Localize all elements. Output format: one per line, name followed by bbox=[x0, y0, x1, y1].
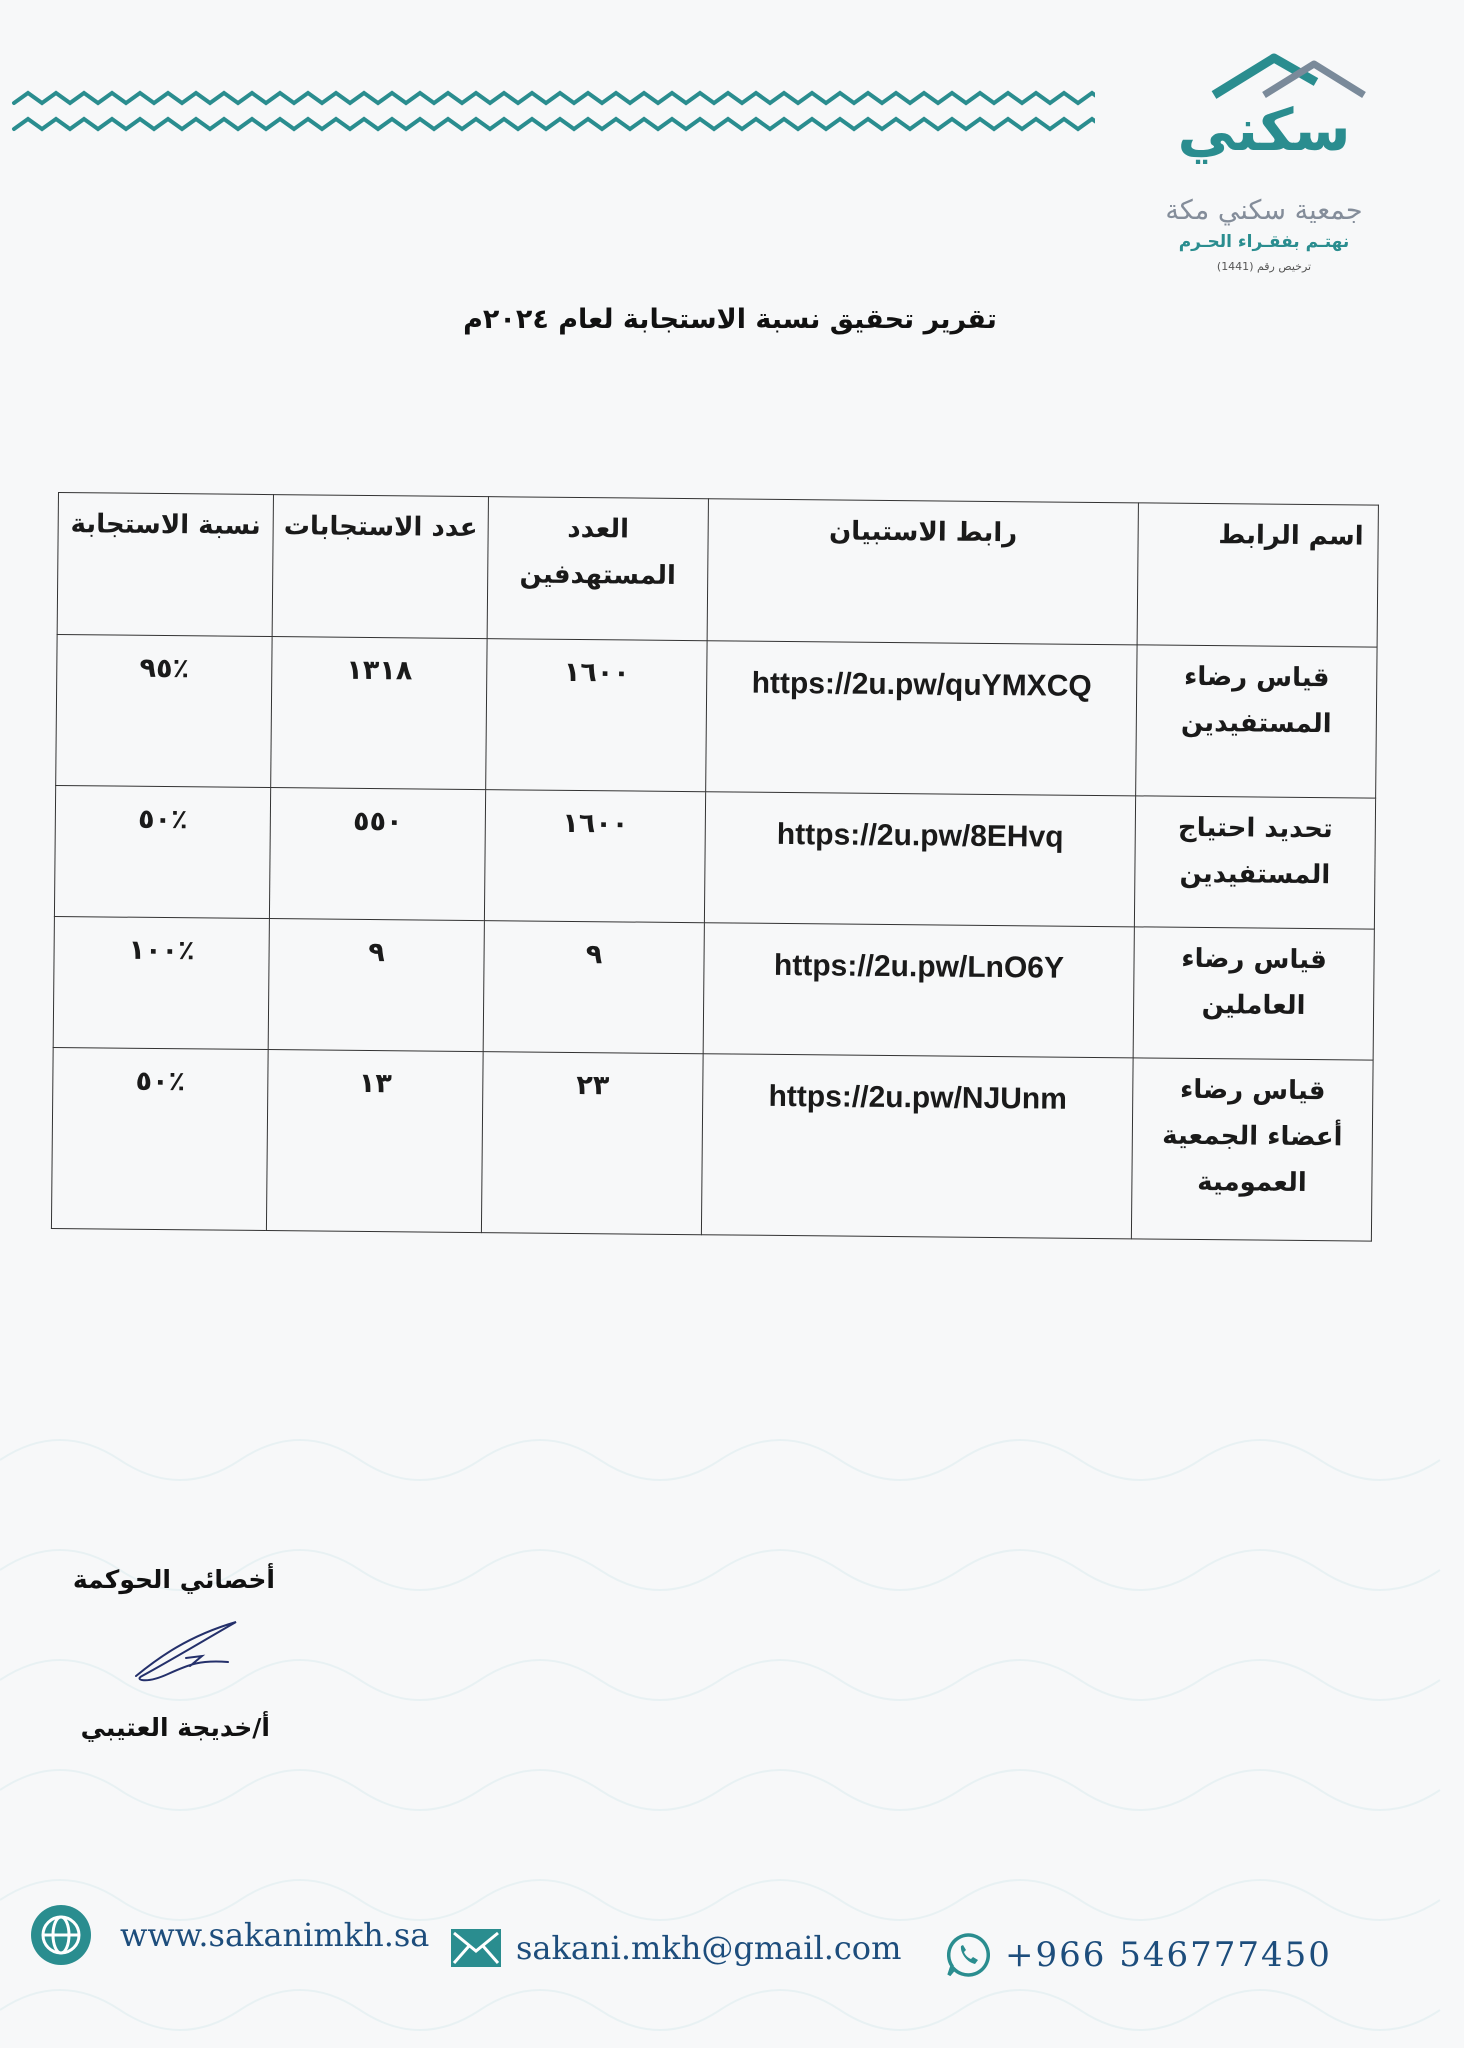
cell-response-count: ٥٥٠ bbox=[269, 788, 485, 921]
globe-icon bbox=[30, 1904, 92, 1966]
cell-response-rate: ٪٥٠ bbox=[54, 785, 270, 918]
cell-target-count: ١٦٠٠ bbox=[486, 639, 707, 792]
cell-survey-link[interactable]: https://2u.pw/LnO6Y bbox=[703, 923, 1134, 1058]
website-link[interactable]: www.sakanimkh.sa bbox=[120, 1916, 430, 1954]
whatsapp-icon bbox=[945, 1932, 991, 1978]
signatory-title: أخصائي الحوكمة bbox=[72, 1565, 275, 1594]
header-response-rate: نسبة الاستجابة bbox=[57, 493, 273, 637]
cell-target-count: ٩ bbox=[483, 921, 704, 1054]
header-wave-decoration bbox=[10, 85, 1095, 155]
cell-response-count: ١٣ bbox=[266, 1050, 483, 1233]
cell-response-count: ٩ bbox=[268, 919, 484, 1052]
cell-response-rate: ٪١٠٠ bbox=[53, 916, 269, 1049]
footer-website bbox=[30, 1905, 429, 1965]
document-title: تقرير تحقيق نسبة الاستجابة لعام ٢٠٢٤م bbox=[463, 304, 997, 335]
phone-number[interactable]: +966 546777450 bbox=[1005, 1935, 1332, 1975]
organization-name: جمعية سكني مكة bbox=[1165, 195, 1363, 226]
cell-response-rate: ٪٥٠ bbox=[51, 1047, 268, 1230]
email-link[interactable]: sakani.mkh@gmail.com bbox=[516, 1929, 902, 1967]
cell-target-count: ١٦٠٠ bbox=[484, 790, 705, 923]
cell-link-name: تحديد احتياج المستفيدين bbox=[1134, 796, 1375, 929]
house-roof-icon bbox=[1204, 50, 1374, 100]
table-row bbox=[54, 785, 1375, 929]
cell-target-count: ٢٣ bbox=[481, 1052, 703, 1235]
header-survey-link: رابط الاستبيان bbox=[707, 499, 1138, 645]
footer-phone bbox=[945, 1925, 1332, 1985]
organization-logo bbox=[1134, 50, 1394, 273]
cell-link-name: قياس رضاء أعضاء الجمعية العمومية bbox=[1131, 1058, 1373, 1241]
handwritten-signature bbox=[128, 1618, 248, 1688]
cell-response-count: ١٣١٨ bbox=[271, 637, 487, 790]
report-table-wrapper bbox=[51, 492, 1378, 1242]
cell-survey-link[interactable]: https://2u.pw/quYMXCQ bbox=[706, 641, 1137, 796]
footer-email bbox=[450, 1918, 901, 1978]
cell-link-name: قياس رضاء العاملين bbox=[1133, 927, 1374, 1060]
cell-response-rate: ٪٩٥ bbox=[56, 634, 272, 787]
table-row bbox=[56, 634, 1377, 798]
cell-link-name: قياس رضاء المستفيدين bbox=[1136, 645, 1377, 798]
logo-wordmark: سكني bbox=[1177, 96, 1351, 164]
cell-survey-link[interactable]: https://2u.pw/NJUnm bbox=[701, 1054, 1133, 1239]
table-row bbox=[51, 1047, 1373, 1241]
signatory-name: أ/خديجة العتيبي bbox=[80, 1713, 270, 1742]
response-rate-table bbox=[51, 492, 1379, 1242]
table-header-row bbox=[57, 493, 1378, 648]
header-response-count: عدد الاستجابات bbox=[272, 495, 488, 639]
header-link-name: اسم الرابط bbox=[1137, 503, 1378, 647]
header-target-count: العدد المستهدفين bbox=[487, 497, 708, 641]
envelope-icon bbox=[450, 1928, 502, 1968]
license-number: ترخيص رقم (1441) bbox=[1216, 260, 1312, 273]
cell-survey-link[interactable]: https://2u.pw/8EHvq bbox=[704, 792, 1135, 927]
organization-slogan: نهتـم بفقـراء الحـرم bbox=[1178, 232, 1350, 252]
table-row bbox=[53, 916, 1374, 1060]
